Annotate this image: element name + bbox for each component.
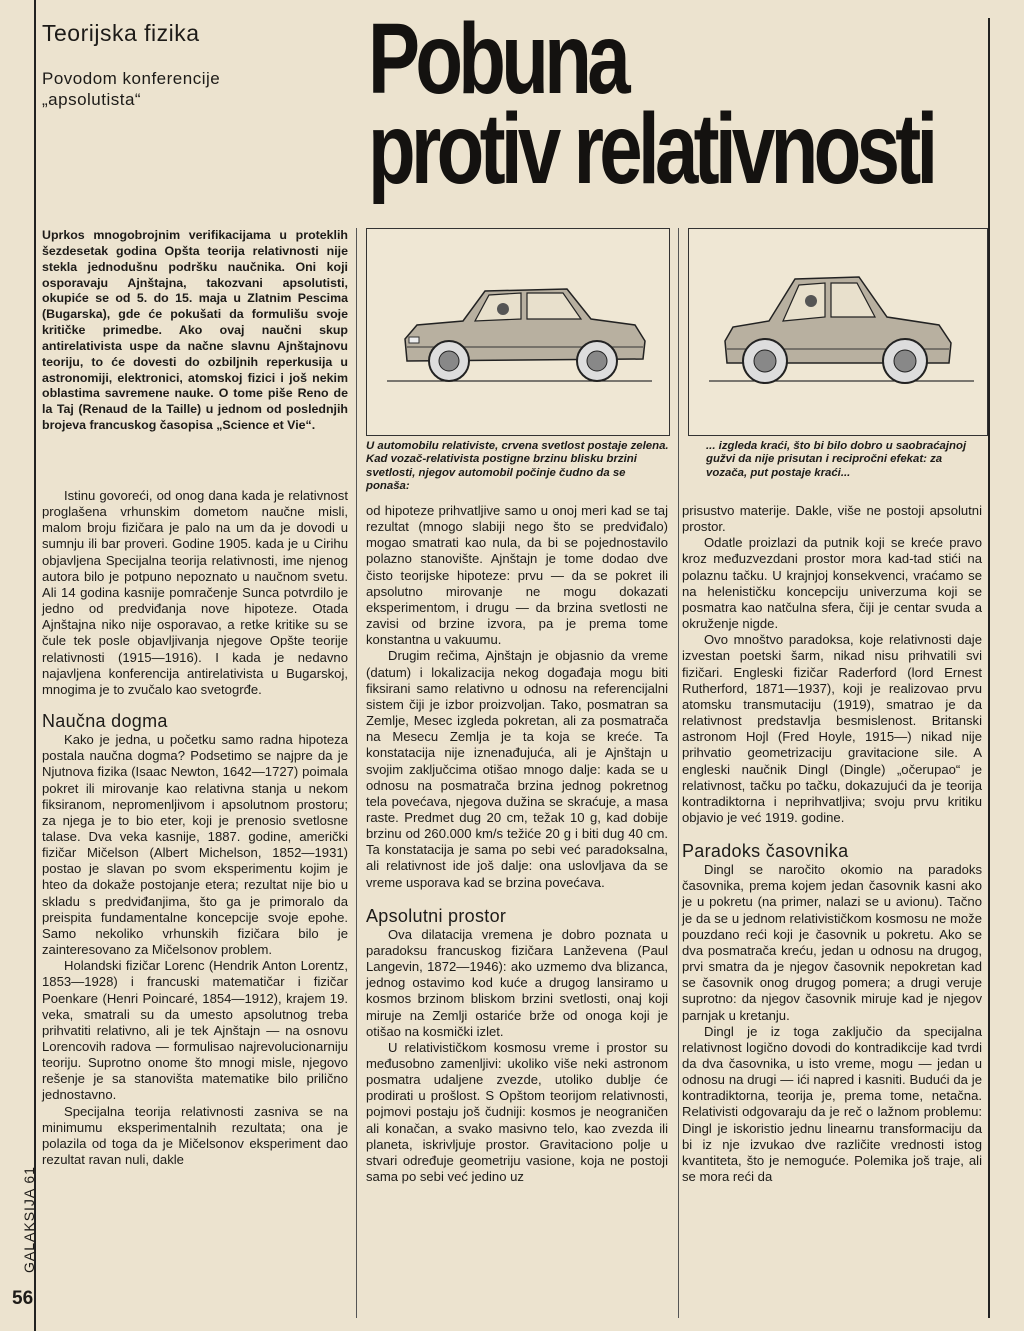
- col2-paragraph-1: od hipoteze prihvatljive samo u onoj meri kad se taj rezultat (mnogo slabiji nego što se predviđalo) mogao smatrati kao nula, da bi se pojednostavilo polazno stanovište. Ajnštajn je tome dodao dve čisto teorijske hipoteze: prvu — da se pokret ili apsolutno mirovanje ne mogu dokazati eksperimentom, i drugu — da brzina svetlosti ne zavisi od brzine izvora, pa je prema tome konstantna u vakuumu.: [366, 503, 668, 648]
- col1-paragraph-3: Holandski fizičar Lorenc (Hendrik Anton Lorentz, 1853—1928) i francuski matematičar i fizičar Poenkare (Henri Poincaré, 1854—1912), krajem 19. veka, smatrali su da umesto apsolutnog treba prihvatiti relativno, ali je tek Ajnštajn — na osnovu Lorencovih radova — formulisao najrevolucionarniju teoriju. Suprotno onome što mnogi misle, njegovo rešenje je sa stanovišta matematike bilo prilično jednostavno.: [42, 958, 348, 1103]
- page-number: 56: [12, 1288, 34, 1309]
- column-divider-1: [356, 228, 357, 1318]
- car-drawing-1: [367, 229, 669, 435]
- column-2: [366, 503, 668, 1185]
- subtitle-line-1: Povodom konferencije: [42, 69, 221, 88]
- caption-2: ... izgleda kraći, što bi bilo dobro u saobraćajnoj gužvi da nije prisutan i recipročni efekat: za vozača, put postaje kraći...: [706, 440, 967, 479]
- illustration-car-short: [688, 228, 988, 436]
- column-divider-2: [678, 228, 679, 1318]
- col3-paragraph-3: Ovo mnoštvo paradoksa, koje relativnosti daje izvestan poetski šarm, nikad nisu prihvatili svi fizičari. Engleski fizičar Raderford (lord Ernest Rutherford, 1871—1937), koji je realizovao prvu atomsku transmutaciju (1919), smatrao je da relativnost predstavlja besmislenost. Britanski astronom Hojl (Fred Hoyle, 1915—) nikad nije prihvatio geometrizaciju gravitacione sile. A engleski naučnik Dingl (Dingle) „očerupao“ je relativnost, tačku po tačku, dokazujući da je teorija kontradiktorna i neprihvatljiva; svoju prvu kritiku objavio je već 1919. godine.: [682, 632, 982, 825]
- col3-heading: Paradoks časovnika: [682, 841, 849, 862]
- lead-paragraph: Uprkos mnogobrojnim verifikacijama u proteklih šezdesetak godina Opšta teorija relativnosti nije stekla jednodušnu podršku naučnika. Oni koji osporavaju Ajnštajna, takozvani apsolutisti, okupiće se od 5. do 15. maja u Zlatnim Pescima (Bugarska), gde će pokušati da formulišu svoje kritičke primedbe. Ako ovaj naučni skup antirelativista uspe da načne slavnu Ajnštajnovu teoriju, to će dovesti do ozbiljnih reperkusija u astronomiji, elektronici, atomskoj fizici i još nekim oblastima savremene nauke. O tome piše Reno de la Taj (Renaud de la Taille) u jednom od poslednjih brojeva francuskog časopisa „Science et Vie“.: [42, 228, 348, 433]
- illustration-car-normal: [366, 228, 670, 436]
- headline-line-2: protiv relativnosti: [368, 93, 934, 205]
- headline: [368, 3, 934, 205]
- col2-paragraph-2: Drugim rečima, Ajnštajn je objasnio da vreme (datum) i lokalizacija nekog događaja mogu biti fiksirani samo relativno u odnosu na referencijalni sistem čiji je izbor proizvoljan. Tako, posmatran sa Zemlje, Mesec izgleda pokretan, ali za posmatrača na Mesecu Zemlja je ta koja se kreće. Ta konstatacija nije iznenađujuća, ali je Ajnštajn u svojim zaključcima otišao mnogo dalje: kada se u odnosu na posmatrača brzina jednog pokretnog tela povećava, njegova dužina se skraćuje, a masa raste. Predmet dug 20 cm, težak 10 g, kad dobije brzinu od 260.000 km/s težiće 20 g i biti dug 40 cm. Ta konstatacija je sama po sebi već paradoksalna, ali relativnost ide još dalje: ona uslovljava da se vreme usporava kad se brzina povećava.: [366, 648, 668, 890]
- headline-line-1: Pobuna: [368, 3, 626, 115]
- right-margin-rule: [988, 18, 990, 1318]
- subtitle: [42, 68, 282, 110]
- col3-paragraph-2: Odatle proizlazi da putnik koji se kreće pravo kroz međuzvezdani prostor mora kad-tad stići na polaznu tačku. U krajnjoj konsekvenci, vraćamo se na helenističku koncepciju univerzuma koji se posmatra kao natčulna sfera, čiji je centar svuda a okruženje nigde.: [682, 535, 982, 632]
- col1-heading: Naučna dogma: [42, 711, 168, 732]
- col2-paragraph-4: U relativističkom kosmosu vreme i prostor su međusobno zamenljivi: ukoliko više neki astronom posmatra udaljene zvezde, utoliko dublje će prodirati u prošlost. S Opštom teorijom relativnosti, pojmovi postaju još čudniji: kosmos je neograničen ali konačan, a svako masivno telo, kao zvezda ili planeta, iskrivljuje prostor. Gravitaciono polje u stvari određuje geometriju vasione, koja ne postoji sama po sebi već jedino uz: [366, 1039, 668, 1185]
- section-label: Teorijska fizika: [42, 20, 200, 46]
- subtitle-line-2: „apsolutista“: [42, 90, 142, 109]
- col2-paragraph-3: Ova dilatacija vremena je dobro poznata u paradoksu francuskog fizičara Lanževena (Paul Langevin, 1872—1946): ako uzmemo dva blizanca, jednog ostavimo kod kuće a drugog lansiramo u kosmos brzinom bliskom brzini svetlosti, onaj koji miruje na Zemlji ostariće brže od onoga koji je otišao na kosmički izlet.: [366, 926, 668, 1039]
- car-drawing-2: [689, 229, 987, 435]
- column-3: [682, 503, 982, 1185]
- col2-heading: Apsolutni prostor: [366, 905, 507, 926]
- page-sidebar: [12, 1040, 38, 1310]
- magazine-name: GALAKSIJA 61: [21, 1166, 37, 1273]
- column-1: [42, 488, 348, 1168]
- col1-paragraph-4: Specijalna teorija relativnosti zasniva se na minimumu eksperimentalnih rezultata; ona je polazila od toga da je Mičelsonov eksperiment dao rezultat ravan nuli, dakle: [42, 1103, 348, 1168]
- col1-paragraph-2: Kako je jedna, u početku samo radna hipoteza postala naučna dogma? Podsetimo se najpre da je Njutnova fizika (Isaac Newton, 1642—1727) poimala pokret ili mirovanje kao relativna stanja u nekom fiksiranom, nepromenljivom i apsolutnom prostoru; za njega je to bio eter, koji je prenosio svetlosne talase. Dva veka kasnije, 1887. godine, američki fizičar Mičelson (Albert Michelson, 1852—1931) postao je slavan po svom eksperimentu kojim je hteo da dokaže postojanje etera; rezultat nije bio u skladu s predviđanjima, što ga je primoralo da preispita fundamentalne koncepcije svoje epohe. Samo nekoliko vrhunskih fizičara bilo je zainteresovano za Mičelsonov problem.: [42, 732, 348, 958]
- col3-paragraph-1: prisustvo materije. Dakle, više ne postoji apsolutni prostor.: [682, 503, 982, 535]
- caption-1: U automobilu relativiste, crvena svetlost postaje zelena. Kad vozač-relativista postigne brzinu blisku brzini svetlosti, njegov automobil počinje čudno da se ponaša:: [366, 440, 669, 492]
- col3-paragraph-5: Dingl je iz toga zaključio da specijalna relativnost logično dovodi do kontradikcije kad tvrdi da dva časovnika, u isto vreme, mogu — jedan u odnosu na drugi — ići napred i kasniti. Budući da je kontradiktorna, teorija je, prema tome, netačna. Relativisti odgovaraju da je reč o lažnom problemu: Dingl je iskoristio jednu linearnu transformaciju da bi iz nje izvukao dve različite vrednosti istog kvantiteta, što je nemoguće. Polemika još traje, ali se mora reći da: [682, 1023, 982, 1185]
- col3-paragraph-4: Dingl se naročito okomio na paradoks časovnika, prema kojem jedan časovnik kasni ako je u pokretu (na primer, nalazi se u avionu). Tačno je da se u jednom relativističkom kosmosu ne može pouzdano reći koji je časovnik u pokretu. Ako se dva posmatrača kreću, jedan u odnosu na drugog, prvi smatra da je njegov časovnik nepokretan kad se časovnik onog drugog pomera; a drugi veruje suprotno: da njegov časovnik miruje kad je njegov parnjak u kretanju.: [682, 862, 982, 1023]
- col1-paragraph-1: Istinu govoreći, od onog dana kada je relativnost proglašena vrhunskim dometom naučne misli, malom broju fizičara je palo na um da je dovodi u sumnju ili bar proveri. Godine 1905. kada je u Cirihu objavljena Specijalna teorija relativnosti, ime njenog autora bilo je potpuno nepoznato u naučnom svetu. Ali 14 godina kasnije pomračenje Sunca potvrdilo je jedno od predviđanja nove hipoteze. Otada Ajnštajna niko nije osporavao, a retke kritike su se čule tek posle objavljivanja njegove Opšte teorije relativnosti (1915—1916). I kada je nedavno najavljena konferencija antirelativista u Bugarskoj, mnogima je to zvučalo kao svetogrđe.: [42, 488, 348, 697]
